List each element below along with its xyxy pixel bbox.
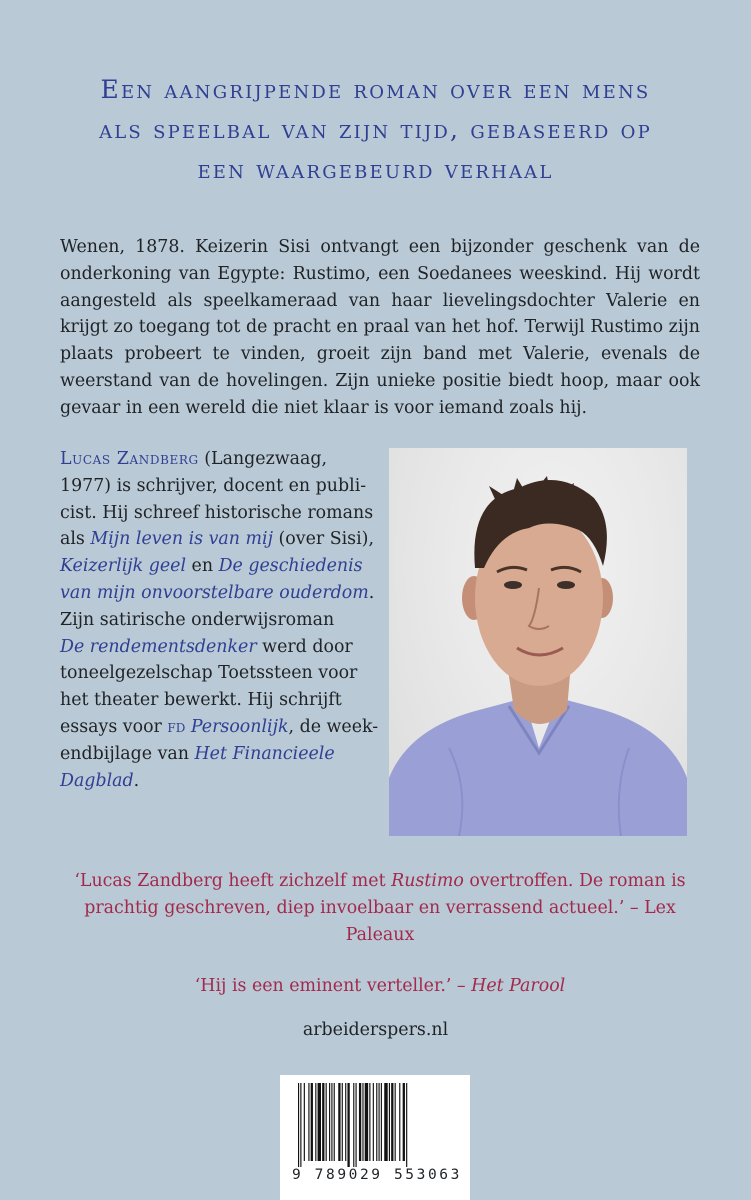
barcode-bar bbox=[379, 1083, 380, 1161]
book-title: Mijn leven is van mij bbox=[90, 529, 273, 550]
barcode-bar bbox=[322, 1083, 324, 1161]
barcode-bar bbox=[308, 1083, 309, 1161]
author-name: Lucas Zandberg bbox=[60, 449, 199, 469]
barcode-bar bbox=[403, 1083, 405, 1161]
barcode-bar bbox=[318, 1083, 321, 1161]
isbn-number: 9 789029 553063 bbox=[292, 1167, 462, 1183]
quotes bbox=[60, 868, 700, 1000]
barcode-bar bbox=[376, 1083, 377, 1161]
tagline bbox=[30, 70, 721, 190]
barcode-bar bbox=[298, 1083, 299, 1167]
book-title: Rustimo bbox=[391, 871, 464, 891]
barcode-bar bbox=[373, 1083, 374, 1161]
tagline-line-3: een waargebeurd verhaal bbox=[197, 155, 554, 184]
barcode-bar bbox=[338, 1083, 340, 1161]
barcode-bar bbox=[353, 1083, 354, 1167]
barcode-bar bbox=[347, 1083, 349, 1167]
barcode-bar bbox=[391, 1083, 393, 1161]
barcode-bar bbox=[395, 1083, 396, 1161]
barcode-bar bbox=[315, 1083, 316, 1161]
barcode-bar bbox=[342, 1083, 343, 1161]
barcode-bar bbox=[362, 1083, 363, 1161]
book-summary: Wenen, 1878. Keizerin Sisi ontvangt een bijzonder geschenk van de onderkoning van Egypte: Rustimo, een Soedanees weeskind. Hij wordt aangesteld als speelkameraad van haar lievelingsdochter Valerie en krijgt zo toegang tot de pracht en praal van het hof. Terwijl Rustimo zijn plaats probeert te vinden, groeit zijn band met Valerie, evenals de weerstand van de hovelingen. Zijn unieke positie biedt hoop, maar ook gevaar in een wereld die niet klaar is voor iemand zoals hij. bbox=[60, 237, 700, 418]
barcode-bar bbox=[381, 1083, 382, 1161]
tagline-line-2: als speelbal van zijn tijd, gebaseerd op bbox=[99, 115, 652, 144]
barcode-bar bbox=[406, 1083, 407, 1167]
barcode-bar bbox=[300, 1083, 301, 1167]
barcode-bar bbox=[311, 1083, 313, 1161]
barcode-bar bbox=[326, 1083, 327, 1161]
fd-abbrev: fd bbox=[167, 716, 186, 737]
quote-1: ‘Lucas Zandberg heeft zichzelf met Rustimo overtroffen. De roman is prachtig geschreven, diep invoelbaar en verrassend actueel.’ – Lex Paleaux bbox=[74, 871, 686, 945]
barcode-bar bbox=[384, 1083, 387, 1161]
book-title: van mijn onvoorstelbare ouderdom bbox=[60, 582, 369, 603]
book-title: De geschiedenis bbox=[218, 556, 363, 577]
publisher-website: arbeiderspers.nl bbox=[302, 1020, 449, 1040]
quote-2: ‘Hij is een eminent verteller.’ – Het Parool bbox=[194, 976, 566, 996]
barcode-bar bbox=[345, 1083, 346, 1161]
barcode-bar bbox=[329, 1083, 330, 1161]
barcode-bar bbox=[365, 1083, 368, 1161]
barcode-bar bbox=[359, 1083, 361, 1161]
newspaper-title: Het Financieele bbox=[194, 743, 335, 764]
barcode-bars bbox=[298, 1083, 452, 1167]
book-title: De rendementsdenker bbox=[60, 636, 257, 657]
barcode-bar bbox=[334, 1083, 335, 1161]
author-photo bbox=[389, 448, 687, 836]
book-title: Keizerlijk geel bbox=[60, 556, 187, 577]
quote-source: Het Parool bbox=[471, 976, 566, 996]
author-bio: Lucas Zandberg (Langezwaag, 1977) is schrijver, docent en publi- cist. Hij schreef historische romans als Mijn leven is van mij (over Sisi), Keizerlijk geel en De geschiedenis van mijn onvoorstelbare ouderdom. Zijn satirische onderwijsroman De rendementsdenker werd door toneelgezelschap Toetssteen voor het theater bewerkt. Hij schrijft essays voor fd Persoonlijk, de week- endbijlage van Het Financieele Dagblad. bbox=[60, 449, 379, 791]
isbn-barcode bbox=[280, 1075, 470, 1200]
barcode-bar bbox=[304, 1083, 305, 1161]
barcode-bar bbox=[369, 1083, 370, 1161]
barcode-bar bbox=[389, 1083, 390, 1161]
barcode-bar bbox=[331, 1083, 332, 1161]
tagline-line-1: Een aangrijpende roman over een mens bbox=[100, 75, 651, 104]
barcode-bar bbox=[356, 1083, 357, 1167]
barcode-bar bbox=[399, 1083, 400, 1161]
